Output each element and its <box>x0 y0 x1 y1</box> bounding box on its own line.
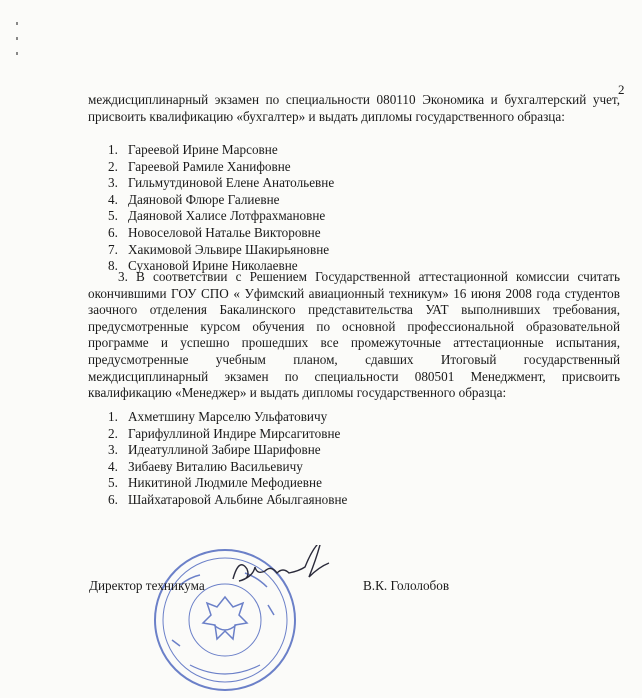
list-item-number: 8. <box>108 258 118 274</box>
list-item-name: Гареевой Рамиле Ханифовне <box>128 158 291 174</box>
list-item-number: 5. <box>108 208 118 224</box>
graduates-list-accountants <box>108 142 334 275</box>
paragraph-text: междисциплинарный экзамен по специальности 080110 Экономика и бухгалтерский учет, присвоить квалификацию «бухгалтер» и выдать дипломы государственного образца: <box>88 92 620 124</box>
list-item-name: Шайхатаровой Альбине Абылгаяновне <box>128 491 348 507</box>
page-number: 2 <box>618 82 625 97</box>
list-item <box>108 492 347 509</box>
paragraph-3 <box>88 269 620 402</box>
list-item <box>108 225 334 242</box>
list-item-name: Даяновой Флюре Галиевне <box>128 191 280 207</box>
list-item-name: Гильмутдиновой Елене Анатольевне <box>128 175 335 191</box>
list-item-number: 4. <box>108 458 118 474</box>
list-item-name: Идеатуллиной Забире Шарифовне <box>128 442 321 458</box>
list-item-number: 6. <box>108 224 118 240</box>
list-item <box>108 175 334 192</box>
list-item <box>108 442 347 459</box>
list-item-name: Новоселовой Наталье Викторовне <box>128 224 321 240</box>
scan-mark <box>16 52 18 55</box>
scan-mark <box>16 37 18 40</box>
list-item-number: 5. <box>108 475 118 491</box>
list-item-number: 1. <box>108 142 118 157</box>
list-item-name: Даяновой Халисе Лотфрахмановне <box>128 208 326 224</box>
list-item-number: 3. <box>108 442 118 458</box>
list-item-number: 6. <box>108 491 118 507</box>
list-item <box>108 426 347 443</box>
list-item-number: 1. <box>108 409 118 424</box>
list-item-name: Зибаеву Виталию Васильевичу <box>128 458 303 474</box>
director-name: В.К. Гололобов <box>363 578 450 593</box>
list-item <box>108 159 334 176</box>
director-title: Директор техникума <box>89 578 205 593</box>
list-item <box>108 192 334 209</box>
list-item <box>108 142 334 159</box>
list-item-name: Гареевой Ирине Марсовне <box>128 142 278 157</box>
list-item-name: Сухановой Ирине Николаевне <box>128 258 298 274</box>
director-signature <box>225 545 345 595</box>
list-item <box>108 459 347 476</box>
list-item <box>108 242 334 259</box>
list-item-number: 3. <box>108 175 118 191</box>
list-item <box>108 409 347 426</box>
list-item-number: 4. <box>108 191 118 207</box>
list-item <box>108 208 334 225</box>
graduates-list-managers <box>108 409 347 509</box>
scan-mark <box>16 22 18 25</box>
list-item <box>108 475 347 492</box>
list-item-name: Гарифуллиной Индире Мирсагитовне <box>128 425 341 441</box>
paragraph-continuation <box>88 92 620 125</box>
list-item-number: 2. <box>108 425 118 441</box>
paragraph-text: 3. В соответствии с Решением Государственной аттестационной комиссии считать окончившими ГОУ СПО « Уфимский авиационный техникум» 16 июня 2008 года студентов заочного отделения Бакалинского представительства УАТ выполнивших требования, предусмотренные курсом обучения по основной профессиональной образовательной программе и успешно прошедших все промежуточные аттестационные испытания, предусмотренные учебным планом, сдавших Итоговый государственный междисциплинарный экзамен по специальности 080501 Менеджмент, присвоить квалификацию «Менеджер» и выдать дипломы государственного образца: <box>88 269 620 401</box>
list-item-name: Хакимовой Эльвире Шакирьяновне <box>128 241 330 257</box>
list-item-number: 2. <box>108 158 118 174</box>
list-item-number: 7. <box>108 241 118 257</box>
list-item-name: Ахметшину Марселю Ульфатовичу <box>128 409 328 424</box>
list-item-name: Никитиной Людмиле Мефодиевне <box>128 475 322 491</box>
